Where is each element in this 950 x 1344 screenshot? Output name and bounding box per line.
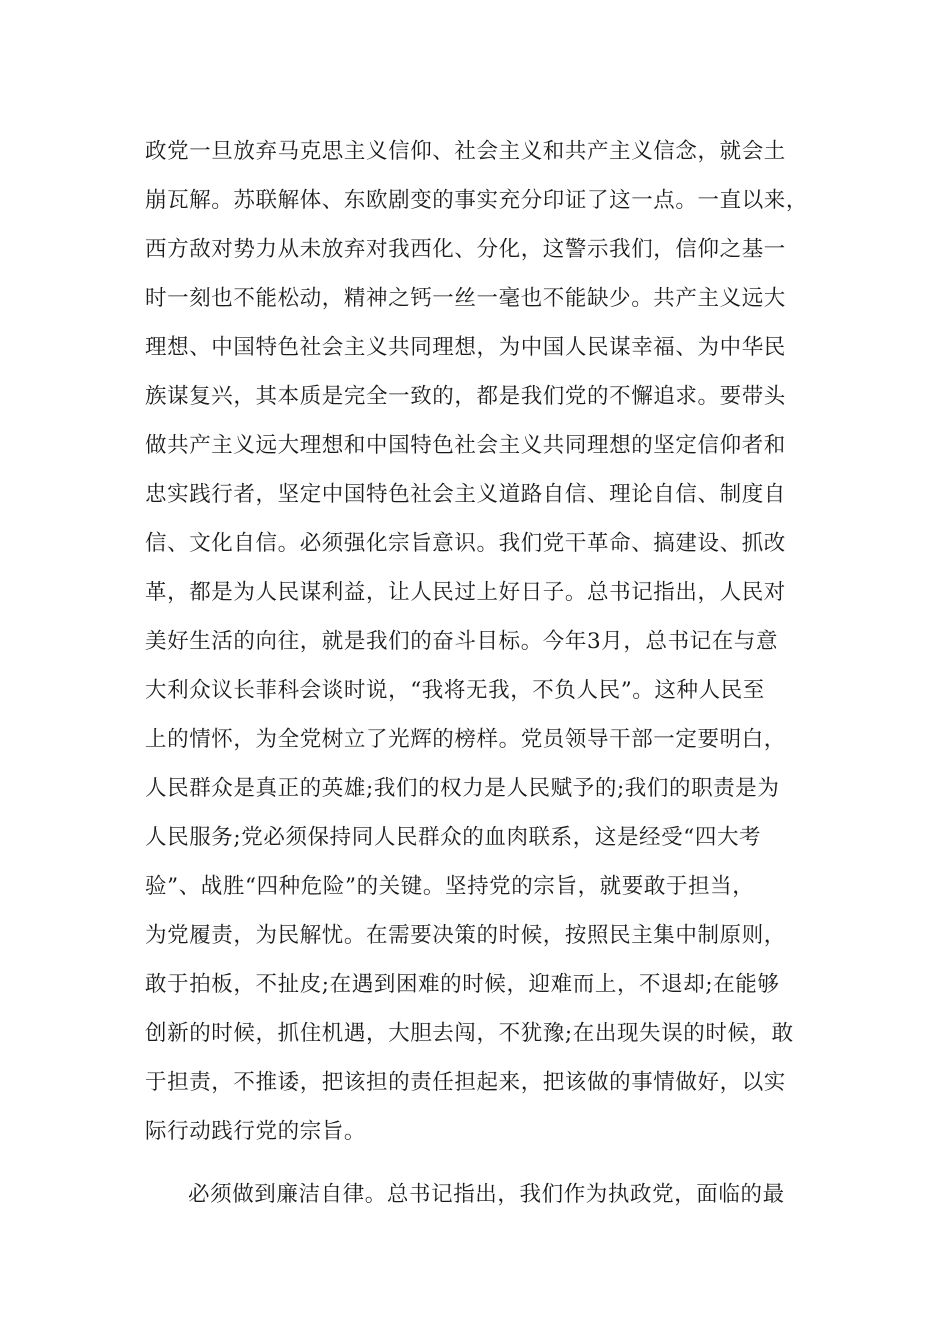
text-line: 人民群众是真正的英雄;我们的权力是人民赋予的;我们的职责是为 [145,776,780,801]
text-line: 际行动践行党的宗旨。 [145,1119,367,1144]
text-line: 崩瓦解。苏联解体、东欧剧变的事实充分印证了这一点。一直以来， [145,188,809,213]
text-line: 人民服务;党必须保持同人民群众的血肉联系，这是经受“四大考 [145,825,762,850]
text-line: 大利众议长菲科会谈时说，“我将无我，不负人民”。这种人民至 [145,678,765,703]
text-line: 创新的时候，抓住机遇，大胆去闯，不犹豫;在出现失误的时候，敢 [145,1021,794,1046]
paragraph-first-line: 必须做到廉洁自律。总书记指出，我们作为执政党，面临的最 [188,1182,785,1207]
text-line: 于担责，不推诿，把该担的责任担起来，把该做的事情做好，以实 [145,1070,786,1095]
text-line: 信、文化自信。必须强化宗旨意识。我们党干革命、搞建设、抓改 [145,531,786,556]
text-line: 革，都是为人民谋利益，让人民过上好日子。总书记指出，人民对 [145,580,786,605]
text-line: 时一刻也不能松动，精神之钙一丝一毫也不能缺少。共产主义远大 [145,286,786,311]
text-line: 政党一旦放弃马克思主义信仰、社会主义和共产主义信念，就会土 [145,139,786,164]
text-line: 族谋复兴，其本质是完全一致的，都是我们党的不懈追求。要带头 [145,384,786,409]
text-line: 为党履责，为民解忧。在需要决策的时候，按照民主集中制原则， [145,923,786,948]
text-line: 理想、中国特色社会主义共同理想，为中国人民谋幸福、为中华民 [145,335,786,360]
text-line: 做共产主义远大理想和中国特色社会主义共同理想的坚定信仰者和 [145,433,786,458]
text-line: 忠实践行者，坚定中国特色社会主义道路自信、理论自信、制度自 [145,482,786,507]
text-line: 验”、战胜“四种危险”的关键。坚持党的宗旨，就要敢于担当， [145,874,755,899]
text-line: 美好生活的向往，就是我们的奋斗目标。今年3月，总书记在与意 [145,629,779,654]
text-line: 上的情怀，为全党树立了光辉的榜样。党员领导干部一定要明白， [145,727,786,752]
text-line: 西方敌对势力从未放弃对我西化、分化，这警示我们，信仰之基一 [145,237,786,262]
text-line: 敢于拍板，不扯皮;在遇到困难的时候，迎难而上，不退却;在能够 [145,972,780,997]
